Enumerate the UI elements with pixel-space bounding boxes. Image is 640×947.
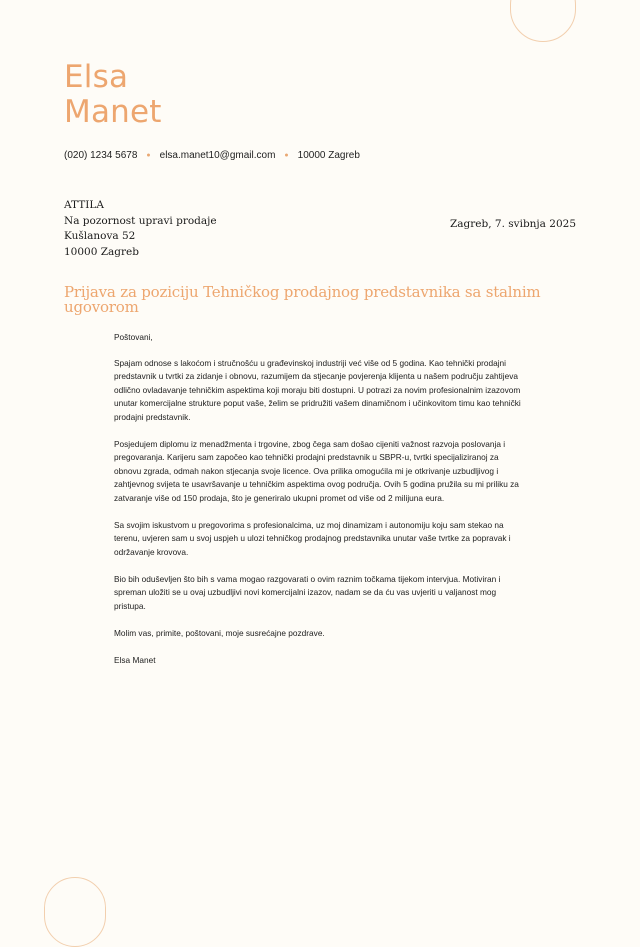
recipient-company: ATTILA <box>64 199 104 211</box>
bullet-separator-icon: ● <box>284 152 289 159</box>
contact-line <box>64 149 360 162</box>
sender-last-name: Manet <box>64 94 162 130</box>
letter-subject: Prijava za poziciju Tehničkog prodajnog predstavnika sa stalnim ugovorom <box>64 283 541 316</box>
decorative-arc-bottom <box>44 877 106 947</box>
sender-name <box>64 60 162 130</box>
paragraph: Spajam odnose s lakoćom i stručnošću u građevinskoj industriji već više od 5 godina. Kao tehnički prodajni predstavnik u tvrtki za zidanje i obnovu, razumijem da stjecanje povjerenja klijenta u našem području zahtijeva odlično ovladavanje tehničkim aspektima koji moraju biti dostupni. U potrazi za novim profesionalnim izazovom unutar komercijalne strukture poput vaše, želim se pridružiti vašem dinamičnom i učinkovitom timu kao tehnički prodajni predstavnik. <box>114 357 521 422</box>
bullet-separator-icon: ● <box>146 152 151 159</box>
recipient-city: 10000 Zagreb <box>64 245 139 258</box>
paragraph: Sa svojim iskustvom u pregovorima s profesionalcima, uz moj dinamizam i autonomiju koju sam stekao na terenu, uvjeren sam u svoj uspjeh u ulozi tehničkog prodajnog predstavnika unutar vaše tvrtke za popravak i održavanje krovova. <box>114 519 511 557</box>
sender-city: 10000 Zagreb <box>297 150 360 161</box>
signature: Elsa Manet <box>114 654 156 665</box>
closing: Molim vas, primite, poštovani, moje susrećajne pozdrave. <box>114 627 325 638</box>
recipient-address <box>64 198 217 260</box>
paragraph: Posjedujem diplomu iz menadžmenta i trgovine, zbog čega sam došao cijeniti važnost razvoja poslovanja i pregovaranja. Karijeru sam započeo kao tehnički prodajni predstavnik u SBPR-u, tvrtki specijaliziranoj za obnovu zgrada, odmah nakon stjecanja svoje licence. Ova prilika omogućila mi je otkrivanje uzbudljivog i zahtjevnog svijeta te usavršavanje u tehničkim aspektima ovog područja. Ovih 5 godina pružila su mi priliku za zatvaranje više od 150 prodaja, što je generiralo ukupni promet od više od 2 milijuna eura. <box>114 438 519 503</box>
decorative-arc-top <box>510 0 576 42</box>
salutation: Poštovani, <box>114 332 153 342</box>
sender-first-name: Elsa <box>64 59 129 95</box>
letter-date: Zagreb, 7. svibnja 2025 <box>450 218 576 230</box>
letter-body <box>114 331 528 681</box>
recipient-street: Kušlanova 52 <box>64 230 136 242</box>
recipient-attention: Na pozornost upravi prodaje <box>64 214 217 227</box>
sender-phone: (020) 1234 5678 <box>64 150 138 161</box>
sender-email: elsa.manet10@gmail.com <box>159 150 276 161</box>
paragraph: Bio bih oduševljen što bih s vama mogao razgovarati o ovim raznim točkama tijekom intervjua. Motiviran i spreman uložiti se u ovaj uzbudljivi novi komercijalni izazov, nadam se da ću vas uvjeriti u valjanost mog pristupa. <box>114 573 501 611</box>
